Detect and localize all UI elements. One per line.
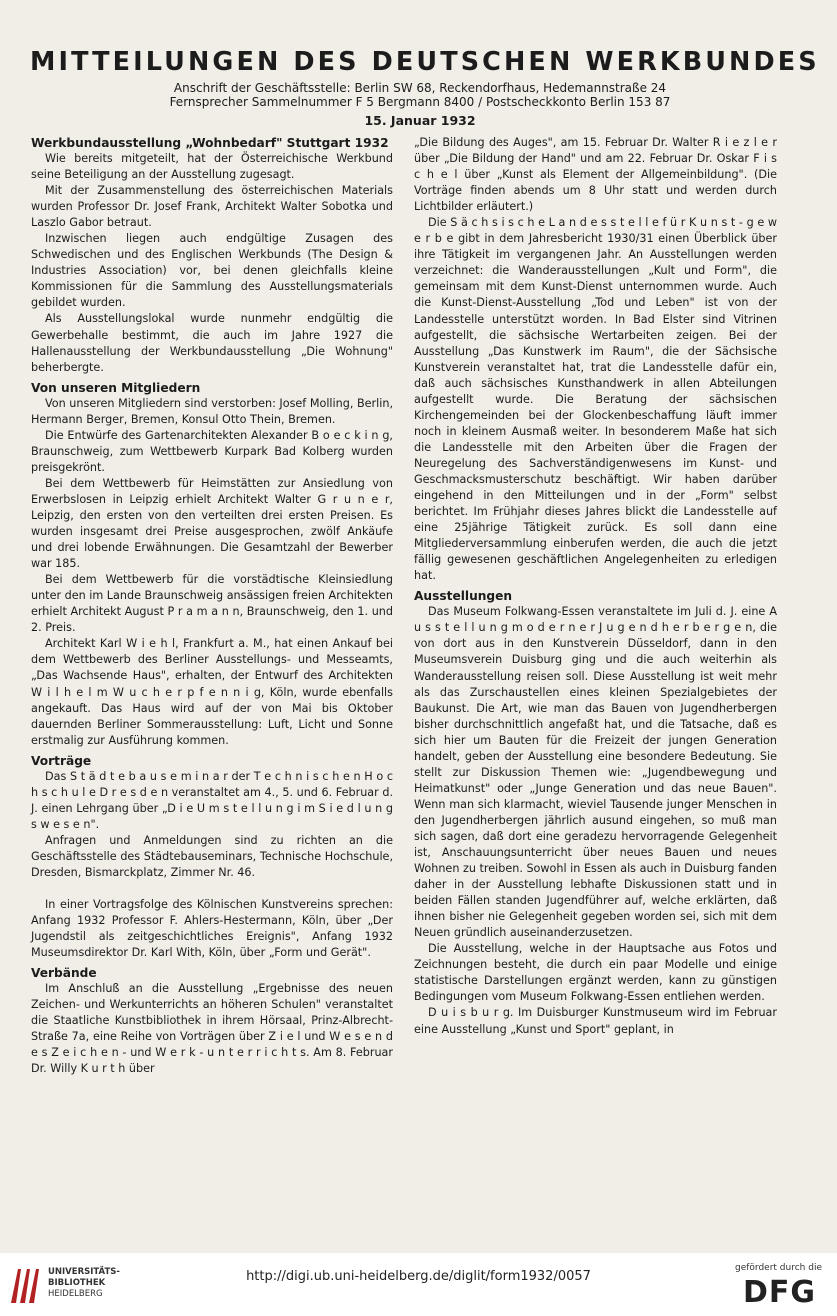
- uni-line-1: UNIVERSITÄTS-: [48, 1267, 120, 1277]
- dfg-caption: gefördert durch die: [735, 1263, 822, 1273]
- paragraph: Anfragen und Anmeldungen sind zu richten an die Geschäftsstelle des Städtebauseminars, Technische Hochschule, Dresden, Bismarckplatz, Zimmer Nr. 46.: [31, 833, 393, 879]
- paragraph: D u i s b u r g. Im Duisburger Kunstmuseum wird im Februar eine Ausstellung „Kunst und Sport" geplant, in: [414, 1006, 777, 1036]
- paragraph: Die S ä c h s i s c h e L a n d e s s t e l l e f ü r K u n s t - g e w e r b e gibt in dem Jahresbericht 1930/31 einen Überblick über ihre Tätigkeit im vergangenen Jahr. An Ausstellungen werden verzeichnet: die Wanderausstellungen „Kult und Form", die gemeinsam mit dem Kunst-Dienst unternommen wurde. Auch die Kunst-Dienst-Ausstellung „Tod und Leben" ist von der Landesstelle unterstützt worden. In Bad Elster sind Vitrinen aufgestellt, die sächsische Wertarbeiten zeigen. Bei der Ausstellung „Das Kunstwerk im Raum", die der Sächsische Kunstverein veranstaltet hat, trat die Landesstelle dafür ein, daß auch sächsisches Kunsthandwerk in allen Abteilungen aufgestellt wurde. Die Beratung der sächsischen Kirchengemeinden bei der Glockenbeschaffung läuft immer noch in kleinem Ausmaß weiter. In besonderem Maße hat sich die Landesstelle mit den Arbeiten über die Fragen der Neuregelung des Sachverständigenwesens im Kunst- und Geschmacksmusterschutz beschäftigt. Wir haben darüber eingehend in den Mitteilungen und in der „Form" selbst berichtet. Im Frühjahr dieses Jahres blickt die Landesstelle auf eine 25jährige Tätigkeit zurück. Es soll dann eine Mitgliederversammlung einberufen werden, die auch die jetzt fällig gewesenen geschäftlichen Angelegenheiten zu erledigen hat.: [414, 216, 777, 583]
- paragraph: Die Entwürfe des Gartenarchitekten Alexander B o e c k i n g, Braunschweig, zum Wettbewerb Kurpark Bad Kolberg wurden preisgekrönt.: [31, 428, 393, 474]
- heading-vortraege: Vorträge: [31, 753, 92, 768]
- left-column: [31, 135, 393, 1077]
- dfg-logo[interactable]: DFG: [743, 1275, 817, 1310]
- paragraph: „Die Bildung des Auges", am 15. Februar Dr. Walter R i e z l e r über „Die Bildung der Hand" und am 22. Februar Dr. Oskar F i s c h e l über „Kunst als Element der Allgemeinbildung". (Die Vorträge finden abends um 8 Uhr statt und werden durch Lichtbilder erläutert.): [414, 136, 777, 214]
- uni-line-3: HEIDELBERG: [48, 1289, 103, 1299]
- permalink-url[interactable]: http://digi.ub.uni-heidelberg.de/diglit/form1932/0057: [246, 1269, 591, 1284]
- heading-verbaende: Verbände: [31, 966, 97, 981]
- paragraph: Im Anschluß an die Ausstellung „Ergebnisse des neuen Zeichen- und Werkunterrichts an höheren Schulen" veranstaltet die Staatliche Kunstbibliothek in ihrem Hörsaal, Prinz-Albrecht-Straße 7a, eine Reihe von Vorträgen über Z i e l und W e s e n d e s Z e i c h e n - und W e r k - u n t e r r i c h t s. Am 8. Februar Dr. Willy K u r t h über: [31, 982, 393, 1076]
- paragraph: Die Ausstellung, welche in der Hauptsache aus Fotos und Zeichnungen besteht, die durch ein paar Modelle und einige statistische Darstellungen ergänzt werden, kann zu günstigen Bedingungen vom Museum Folkwang-Essen entliehen werden.: [414, 942, 777, 1004]
- heading-mitglieder: Von unseren Mitgliedern: [31, 380, 201, 395]
- paragraph: Als Ausstellungslokal wurde nunmehr endgültig die Gewerbehalle bestimmt, die auch im Jahre 1927 die Hallenausstellung der Werkbundausstellung „Die Wohnung" beherbergte.: [31, 312, 393, 374]
- address-line-1: Anschrift der Geschäftsstelle: Berlin SW 68, Reckendorfhaus, Hedemannstraße 24: [173, 81, 667, 95]
- paragraph: Das Museum Folkwang-Essen veranstaltete im Juli d. J. eine A u s s t e l l u n g m o d e r n e r J u g e n d h e r b e r g e n, die von dort aus in den Kunstverein Düsseldorf, dann in den Museumsverein Duisburg ging und die auch weiterhin als Wanderausstellung reisen soll. Diese Ausstellung ist weit mehr als das Zurschaustellen eines kleinen Spezialgebietes der Baukunst. Die Art, wie man das Bauen von Jugendherbergen bisher durchschnittlich angefaßt hat, und die Tatsache, daß es sich hier um Bauten für die Freizeit der jungen Generation handelt, geben der Ausstellung eine besondere Bedeutung. Sie stellt zur Diskussion Themen wie: „Jugendbewegung und Heimatkunst" oder „Junge Generation und das neue Bauen". Wenn man sich klarmacht, wieviel Tausende junger Menschen in den Jugendherbergen jährlich ausund eingehen, so muß man sich sagen, daß dort eine geradezu hervorragende Gelegenheit ist, Anschauungsunterricht über neues Bauen und neues Wohnen zu treiben. Sowohl in Essen als auch in Duisburg fanden daher in der Ausstellung lebhafte Diskussionen statt und in beiden Fällen standen Jugendführer auf, welche erklärten, daß ihnen bisher nie Gelegenheit gegeben worden sei, sich mit dem Neuen gründlich auseinanderzusetzen.: [414, 605, 777, 940]
- paragraph: Von unseren Mitgliedern sind verstorben: Josef Molling, Berlin, Hermann Berger, Bremen, Konsul Otto Thein, Bremen.: [31, 396, 393, 426]
- paragraph: In einer Vortragsfolge des Kölnischen Kunstvereins sprechen: Anfang 1932 Professor F. Ahlers-Hestermann, Köln, über „Der Jugendstil als zeitgeschichtliches Ereignis", Anfang 1932 Museumsdirektor Dr. Karl With, Köln, über „Form und Gerät".: [31, 898, 393, 960]
- heading-werkbundausstellung: Werkbundausstellung „Wohnbedarf" Stuttgart 1932: [31, 136, 389, 150]
- paragraph: Bei dem Wettbewerb für Heimstätten zur Ansiedlung von Erwerbslosen in Leipzig erhielt Architekt Walter G r u n e r, Leipzig, den ersten von den verteilten drei ersten Preisen. Es wurden insgesamt drei Preise ausgesprochen, zwölf Ankäufe und drei lobende Erwähnungen. Die Gesamtzahl der Bewerber war 185.: [31, 476, 393, 571]
- spacer: [31, 881, 393, 897]
- viewer-footer: [0, 1253, 837, 1316]
- masthead-title: MITTEILUNGEN DES DEUTSCHEN WERKBUNDES: [30, 47, 820, 77]
- heading-ausstellungen: Ausstellungen: [414, 589, 513, 604]
- uni-line-2: BIBLIOTHEK: [48, 1278, 106, 1288]
- issue-date: 15. Januar 1932: [364, 113, 476, 128]
- paragraph: Das S t ä d t e b a u s e m i n a r der T e c h n i s c h e n H o c h s c h u l e D r e s d e n veranstaltet am 4., 5. und 6. Februar d. J. einen Lehrgang über „D i e U m s t e l l u n g i m S i e d l u n g s w e s e n".: [31, 769, 393, 831]
- right-column: [414, 135, 777, 1038]
- paragraph: Architekt Karl W i e h l, Frankfurt a. M., hat einen Ankauf bei dem Wettbewerb des Berliner Ausstellungs- und Messeamts, „Das Wachsende Haus", erhalten, der Entwurf des Architekten W i l h e l m W u c h e r p f e n n i g, Köln, wurde ebenfalls angekauft. Das Haus wird auf der von Mai bis Oktober dauernden Berliner Sommerausstellung: Luft, Licht und Sonne erstmalig zur Ausführung kommen.: [31, 637, 393, 747]
- address-line-2: Fernsprecher Sammelnummer F 5 Bergmann 8400 / Postscheckkonto Berlin 153 87: [169, 95, 671, 109]
- paragraph: Wie bereits mitgeteilt, hat der Österreichische Werkbund seine Beteiligung an der Ausstellung zugesagt.: [31, 152, 393, 182]
- paragraph: Bei dem Wettbewerb für die vorstädtische Kleinsiedlung unter den im Lande Braunschweig ansässigen freien Architekten erhielt Architekt August P r a m a n n, Braunschweig, den 1. und 2. Preis.: [31, 573, 394, 635]
- paragraph: Mit der Zusammenstellung des österreichischen Materials wurden Professor Dr. Josef Frank, Architekt Walter Sobotka und Laszlo Gabor betraut.: [31, 184, 393, 230]
- paragraph: Inzwischen liegen auch endgültige Zusagen des Schwedischen und des Englischen Werkbunds (The Design & Industries Association) vor, bei denen gleichfalls kleine Kommissionen für die Sammlung des Ausstellungsmaterials gebildet wurden.: [31, 232, 393, 310]
